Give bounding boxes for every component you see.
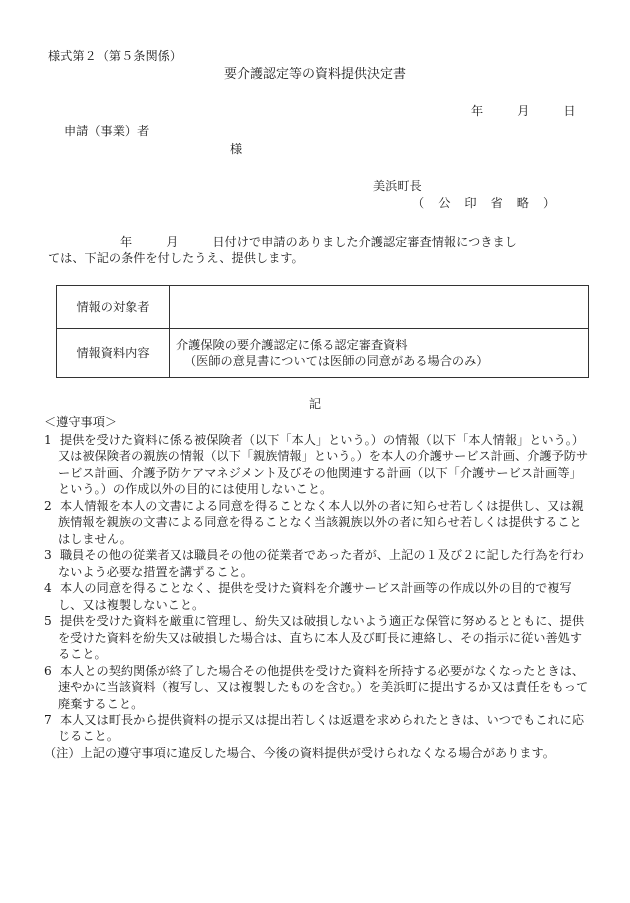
date-day: 日 [563,104,576,118]
info-content-line: 介護保険の要介護認定に係る認定審査資料 [176,337,408,352]
seal-char: 略 [516,196,529,210]
request-line1-text: 日付けで申請のありました介護認定審査情報につきまし [212,235,517,249]
date-line [471,103,576,119]
table-row [57,286,589,329]
form-label: 様式第２（第５条関係） [48,49,183,63]
request-line-2: ては、下記の条件を付したうえ、提供します。 [48,251,304,266]
seal-char: （ [412,196,425,210]
seal-char: 公 [438,196,451,210]
rule-number: 3 [44,548,52,563]
subject-person-cell [170,286,589,329]
rule-item [44,580,589,613]
rule-text: 本人との契約関係が終了した場合その他提供を受けた資料を所持する必要がなくなったときは、速やかに当該資料（複写し、又は複製したものを含む。）を美浜町に提出するか又は責任をもって廃棄すること。 [58,663,589,711]
rule-item [44,547,589,580]
rule-text: 本人又は町長から提供資料の提示又は提出若しくは返還を求められたときは、いつでもこれに応じること。 [58,712,585,744]
seal-char: 印 [464,196,477,210]
rule-number: 4 [44,581,52,596]
table-row [57,329,589,378]
info-table [56,285,589,378]
applicant-honorific: 様 [230,142,243,156]
ki-heading: 記 [308,397,322,411]
seal-char: ） [542,196,556,210]
rule-text: 提供を受けた資料に係る被保険者（以下「本人」という。）の情報（以下「本人情報」という。）又は被保険者の親族の情報（以下「親族情報」という。）を本人の介護サービス計画、介護予防サービス計画、介護予防ケアマネジメント及びその他関連する計画（以下「介護サービス計画等」という。）の作成以外の目的には使用しないこと。 [58,433,589,497]
date-month: 月 [517,104,530,118]
seal-char: 省 [490,196,503,210]
request-month: 月 [166,235,179,249]
issuer-name: 美浜町長 [373,179,422,193]
request-paragraph [48,234,588,267]
rule-item [44,663,589,712]
seal-omitted [412,195,555,211]
rule-number: 5 [44,614,52,629]
applicant-label: 申請（事業）者 [64,124,150,138]
request-line-1 [48,234,588,250]
rule-text: 提供を受けた資料を厳重に管理し、紛失又は破損しないよう適正な保管に努めるとともに、提供を受けた資料を紛失又は破損した場合は、直ちに本人及び町長に連絡し、その指示に従い善処すること。 [58,614,585,662]
date-year: 年 [471,104,484,118]
rule-number: 1 [44,433,52,447]
rule-text: 本人の同意を得ることなく、提供を受けた資料を介護サービス計画等の作成以外の目的で複写し、又は複製しないこと。 [58,581,572,612]
table-header-cell: 情報資料内容 [57,329,170,378]
rule-number: 2 [44,498,52,513]
info-content-line: （医師の意見書については医師の同意がある場合のみ） [184,354,489,368]
table-header-cell: 情報の対象者 [57,286,170,329]
rules-list [44,432,589,761]
rule-item [44,432,589,498]
rule-item [44,613,589,662]
rule-item [44,498,589,547]
rules-heading: ＜遵守事項＞ [44,415,118,429]
rule-number: 7 [44,712,52,727]
rule-item [44,712,589,745]
info-content-cell [170,329,589,378]
rule-text: 職員その他の従業者又は職員その他の従業者であった者が、上記の１及び２に記した行為を行わないよう必要な措置を講ずること。 [58,548,584,579]
request-year: 年 [120,235,133,249]
document-title: 要介護認定等の資料提供決定書 [223,67,406,82]
rule-text: 本人情報を本人の文書による同意を得ることなく本人以外の者に知らせ若しくは提供し、又は親族情報を親族の文書による同意を得ることなく当該親族以外の者に知らせ若しくは提供することはしません。 [58,498,584,546]
note-text: （注）上記の遵守事項に違反した場合、今後の資料提供が受けられなくなる場合があります。 [44,745,555,760]
rule-number: 6 [44,663,52,678]
